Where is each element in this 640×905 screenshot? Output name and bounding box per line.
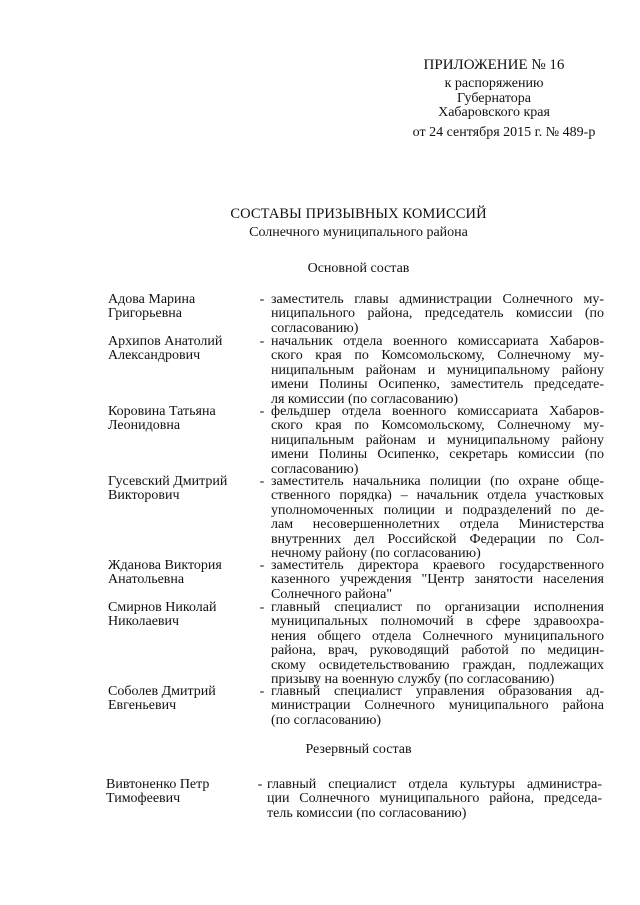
member-role: заместитель начальника полиции (по охране обще- ственного порядка) – начальник отдела участковых уполномоченных полиции и подразделений по де- лам несовершеннолетних отдела Министерства внутренних дел Российской Федерации по Сол- нечному району (по согласованию) xyxy=(271,474,604,562)
member-name: Коровина Татьяна Леонидовна xyxy=(108,404,216,434)
dash: - xyxy=(259,334,265,349)
member-name: Жданова Виктория Анатольевна xyxy=(108,558,222,588)
member-name: Адова Марина Григорьевна xyxy=(108,292,196,322)
member-name: Архипов Анатолий Александрович xyxy=(108,334,223,364)
dash: - xyxy=(259,404,265,419)
appendix-date: от 24 сентября 2015 г. № 489-р xyxy=(412,124,596,140)
member-role: главный специалист отдела культуры администра- ции Солнечного муниципального района, председа- тель комиссии (по согласованию) xyxy=(267,777,602,821)
member-role: главный специалист управления образования ад- министрации Солнечного муниципального района (по согласованию) xyxy=(271,684,604,728)
member-name: Соболев Дмитрий Евгеньевич xyxy=(108,684,216,714)
document-subtitle: Солнечного муниципального района xyxy=(249,225,468,240)
member-role: заместитель директора краевого государственного казенного учреждения "Центр занятости населения Солнечного района" xyxy=(271,558,604,602)
member-name: Гусевский Дмитрий Викторович xyxy=(108,474,228,504)
member-role: главный специалист по организации исполнения муниципальных полномочий в сфере здравоохра- нения общего отдела Солнечного муниципального района, врач, руководящий работой по медицин- скому освидетельствованию граждан, подлежащих призыву на военную службу (по согласованию) xyxy=(271,600,604,688)
dash: - xyxy=(259,684,265,699)
dash: - xyxy=(259,474,265,489)
appendix-number: ПРИЛОЖЕНИЕ № 16 xyxy=(423,57,565,73)
appendix-line-1: к распоряжению xyxy=(444,76,544,92)
member-role: заместитель главы администрации Солнечного му- ниципального района, председатель комиссии (по согласованию) xyxy=(271,292,604,336)
dash: - xyxy=(259,292,265,307)
document-title: СОСТАВЫ ПРИЗЫВНЫХ КОМИССИЙ xyxy=(230,206,487,222)
member-role: начальник отдела военного комиссариата Хабаров- ского края по Комсомольскому, Солнечному му- ниципальным районам и муниципальному району имени Полины Осипенко, заместитель председате- ля комиссии (по согласованию) xyxy=(271,334,604,407)
member-name: Смирнов Николай Николаевич xyxy=(108,600,217,630)
dash: - xyxy=(257,777,263,792)
dash: - xyxy=(259,600,265,615)
reserve-section-title: Резервный состав xyxy=(305,742,412,757)
dash: - xyxy=(259,558,265,573)
member-name: Вивтоненко Петр Тимофеевич xyxy=(106,777,210,807)
appendix-line-3: Хабаровского края xyxy=(438,105,550,121)
main-section-title: Основной состав xyxy=(307,261,410,276)
appendix-block xyxy=(384,58,604,140)
member-role: фельдшер отдела военного комиссариата Хабаров- ского края по Комсомольскому, Солнечному му- ниципальным районам и муниципальному району имени Полины Осипенко, секретарь комиссии (по согласованию) xyxy=(271,404,604,477)
appendix-line-2: Губернатора xyxy=(456,90,532,106)
